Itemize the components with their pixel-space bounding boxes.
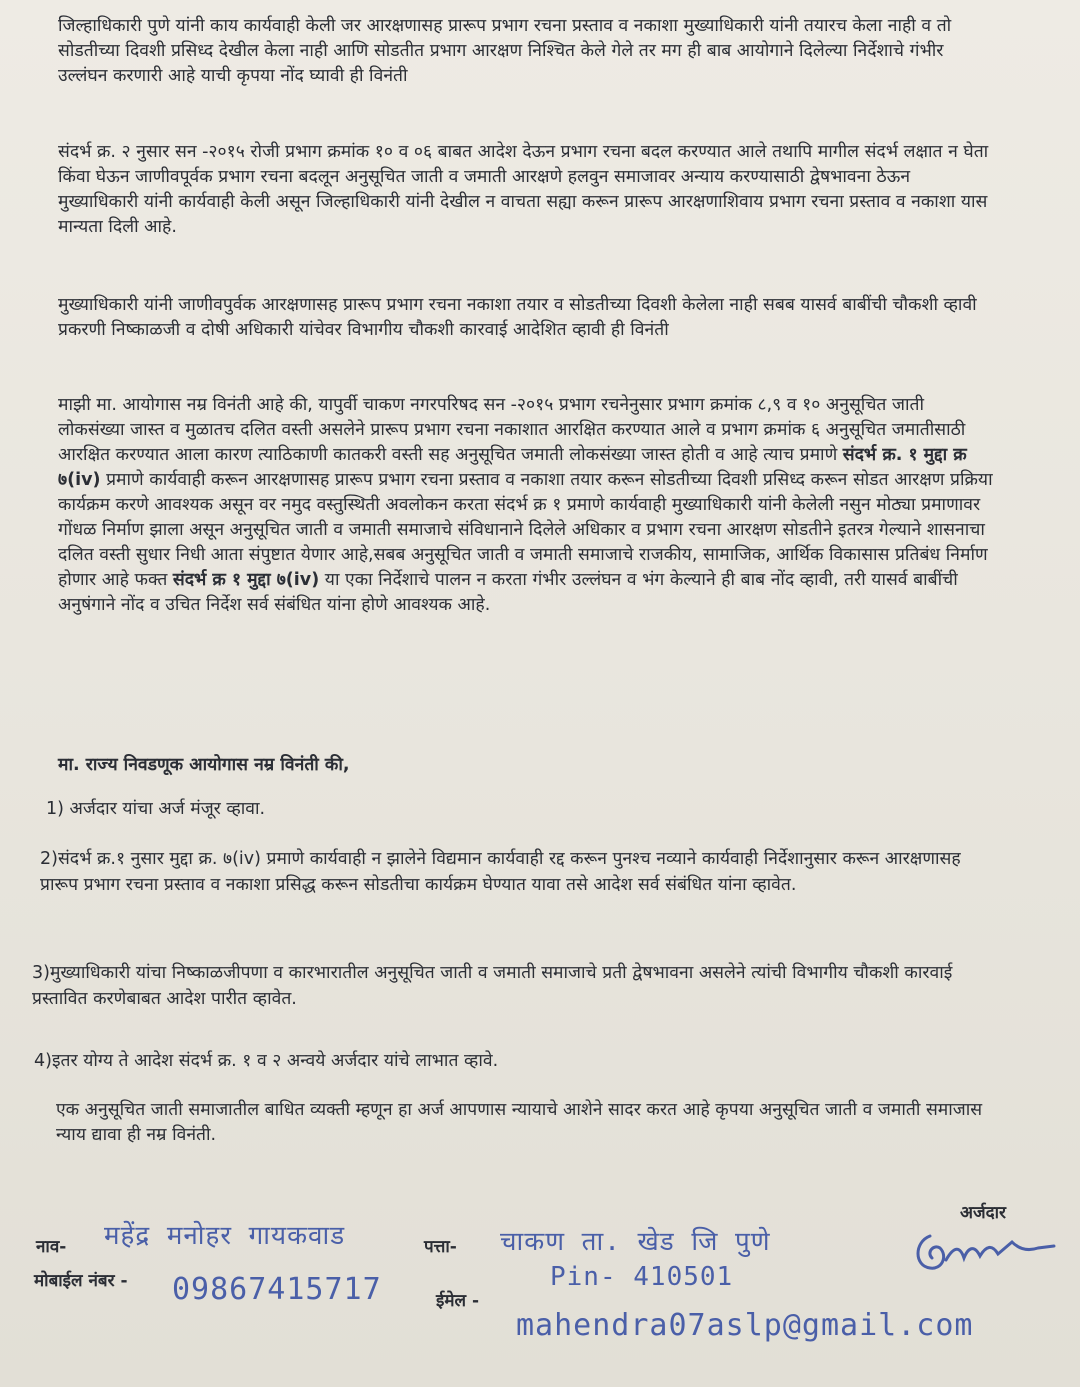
applicant-label: अर्जदार [960, 1203, 1006, 1223]
mobile-value: 09867415717 [172, 1272, 382, 1307]
paragraph-4-text [58, 393, 993, 618]
mobile-label: मोबाईल नंबर - [34, 1271, 128, 1291]
paragraph-3-text: मुख्याधिकारी यांनी जाणीवपुर्वक आरक्षणासह प्रारूप प्रभाग रचना नकाशा तयार व सोडतीच्या दिवशी केलेला नाही सबब यासर्व बाबींची चौकशी व्हावी प्रकरणी निष्काळजी व दोषी अधिकारी यांचेवर विभागीय चौकशी कारवाई आदेशित व्हावी ही विनंती [58, 295, 977, 340]
reference-bold-1: संदर्भ क्र. १ मुद्दा क्र ७(iv) [58, 445, 967, 490]
paragraph-2 [58, 140, 993, 240]
request-item-4: 4)इतर योग्य ते आदेश संदर्भ क्र. १ व २ अन्वये अर्जदार यांचे लाभात व्हावे. [34, 1051, 499, 1071]
paragraph-3 [58, 293, 993, 343]
paragraph-4 [58, 393, 993, 618]
paragraph-4-part-c: या एका निर्देशाचे पालन न करता गंभीर उल्लंघन व भंग केल्याने ही बाब नोंद व्हावी, तरी यासर्व बाबींची अनुषंगाने नोंद व उचित निर्देश सर्व संबंधित यांना होणे आवश्यक आहे. [58, 570, 958, 615]
request-item-3: 3)मुख्याधिकारी यांचा निष्काळजीपणा व कारभारातील अनुसूचित जाती व जमाती समाजाचे प्रती द्वेषभावना असलेने त्यांची विभागीय चौकशी कारवाई प्रस्तावित करणेबाबत आदेश पारीत व्हावेत. [32, 963, 953, 1009]
name-label: नाव- [36, 1237, 67, 1257]
closing-paragraph [56, 1098, 991, 1148]
request-heading: मा. राज्य निवडणूक आयोगास नम्र विनंती की, [58, 755, 350, 775]
pin-value: Pin- 410501 [550, 1262, 734, 1292]
request-item-1: 1) अर्जदार यांचा अर्ज मंजूर व्हावा. [46, 799, 266, 819]
request-item-2: 2)संदर्भ क्र.१ नुसार मुद्दा क्र. ७(iv) प्रमाणे कार्यवाही न झालेने विद्यमान कार्यवाही रद्द करून पुनश्च नव्याने कार्यवाही निर्देशानुसार करून आरक्षणासह प्रारूप प्रभाग रचना प्रस्ताव व नकाशा प्रसिद्ध करून सोडतीचा कार्यक्रम घेण्यात यावा तसे आदेश सर्व संबंधित यांना व्हावेत. [40, 849, 961, 895]
paragraph-1-text: जिल्हाधिकारी पुणे यांनी काय कार्यवाही केली जर आरक्षणासह प्रारूप प्रभाग रचना प्रस्ताव व नकाशा मुख्याधिकारी यांनी तयारच केला नाही व तो सोडतीच्या दिवशी प्रसिध्द देखील केला नाही आणि सोडतीत प्रभाग आरक्षण निश्चित केले गेले तर मग ही बाब आयोगाने दिलेल्या निर्देशाचे गंभीर उल्लंघन करणारी आहे याची कृपया नोंद घ्यावी ही विनंती [58, 16, 952, 86]
paragraph-4-part-b: प्रमाणे कार्यवाही करून आरक्षणासह प्रारूप प्रभाग रचना प्रस्ताव व नकाशा तयार करून सोडतीच्या दिवशी प्रसिध्द करून सोडत आरक्षण प्रक्रिया कार्यक्रम करणे आवश्यक असून वर नमुद वस्तुस्थिती अवलोकन करता संदर्भ क्र १ प्रमाणे कार्यवाही मुख्याधिकारी यांनी केलेली नसुन मोठ्या प्रमाणावर गोंधळ निर्माण झाला असून अनुसूचित जाती व जमाती समाजाचे संविधानाने दिलेले अधिकार व प्रभाग रचना आरक्षण सोडतीने इतरत्र गेल्याने शासनाचा दलित वस्ती सुधार निधी आता संपुष्टात येणार आहे,सबब अनुसूचित जाती व जमाती समाजाचे राजकीय, सामाजिक, आर्थिक विकासास प्रतिबंध निर्माण होणार आहे फक्त [58, 470, 993, 590]
email-label: ईमेल - [436, 1291, 480, 1311]
name-value: महेंद्र मनोहर गायकवाड [104, 1221, 346, 1251]
reference-bold-2: संदर्भ क्र १ मुद्दा ७(iv) [172, 570, 320, 590]
paragraph-2-text: संदर्भ क्र. २ नुसार सन -२०१५ रोजी प्रभाग क्रमांक १० व ०६ बाबत आदेश देऊन प्रभाग रचना बदल करण्यात आले तथापि मागील संदर्भ लक्षात न घेता किंवा घेऊन जाणीवपूर्वक प्रभाग रचना बदलून अनुसूचित जाती व जमाती आरक्षणे हलवुन समाजावर अन्याय करण्यासाठी द्वेषभावना ठेऊन मुख्याधिकारी यांनी कार्यवाही केली असून जिल्हाधिकारी यांनी देखील न वाचता सह्या करून प्रारूप आरक्षणाशिवाय प्रभाग रचना प्रस्ताव व नकाशा यास मान्यता दिली आहे. [58, 142, 989, 237]
address-value: चाकण ता. खेड जि पुणे [500, 1227, 771, 1257]
paragraph-4-part-a: माझी मा. आयोगास नम्र विनंती आहे की, यापुर्वी चाकण नगरपरिषद सन -२०१५ प्रभाग रचनेनुसार प्रभाग क्रमांक ८,९ व १० अनुसूचित जाती लोकसंख्या जास्त व मुळातच दलित वस्ती असलेने प्रारूप प्रभाग रचना नकाशात आरक्षित करण्यात आले व प्रभाग क्रमांक ६ अनुसूचित जमातीसाठी आरक्षित करण्यात आला कारण त्याठिकाणी कातकरी वस्ती सह अनुसूचित जमाती लोकसंख्या जास्त होती व आहे त्याच प्रमाणे [58, 395, 966, 465]
closing-text: एक अनुसूचित जाती समाजातील बाधित व्यक्ती म्हणून हा अर्ज आपणास न्यायाचे आशेने सादर करत आहे कृपया अनुसूचित जाती व जमाती समाजास न्याय द्यावा ही नम्र विनंती. [56, 1100, 983, 1145]
email-value: mahendra07aslp@gmail.com [516, 1308, 974, 1343]
address-label: पत्ता- [424, 1237, 457, 1257]
paragraph-1 [58, 14, 993, 89]
signature [908, 1218, 1058, 1278]
